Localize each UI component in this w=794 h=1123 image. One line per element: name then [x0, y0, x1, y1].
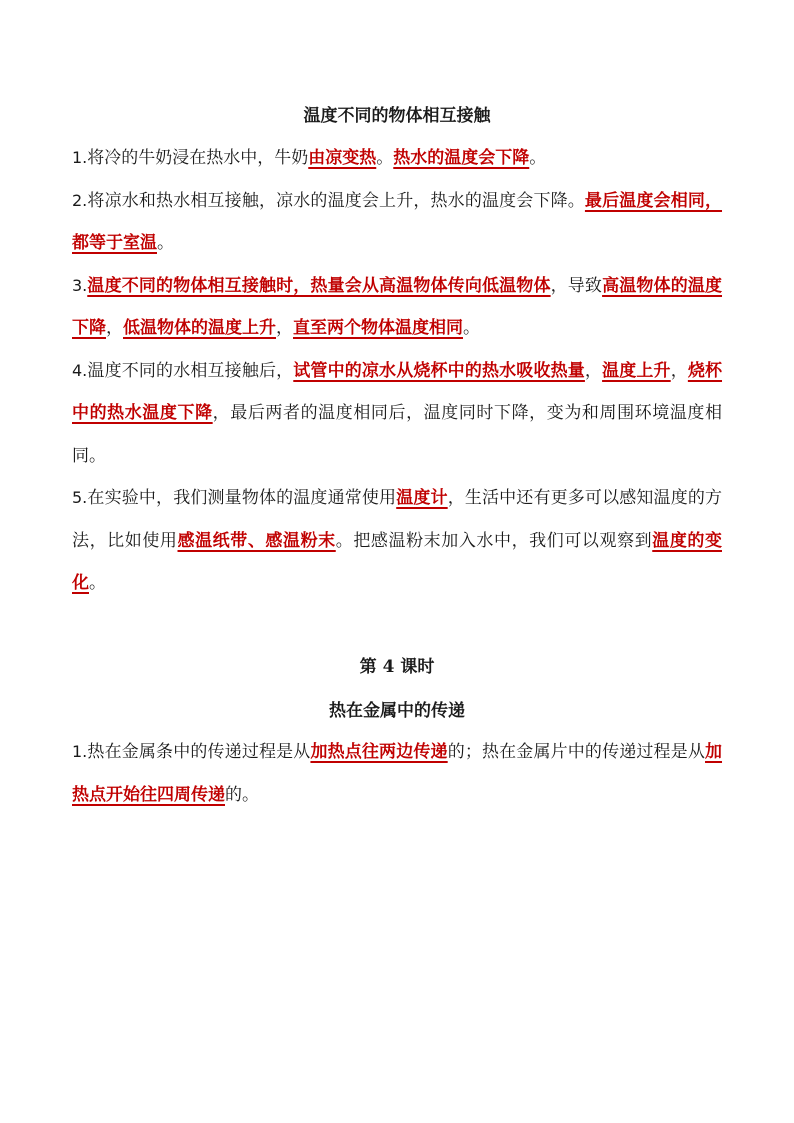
paragraph-text: 。 [157, 233, 174, 253]
paragraph-text: 热在金属条中的传递过程是从 [87, 742, 311, 762]
paragraph-text: 。把感温粉末加入水中，我们可以观察到 [335, 530, 653, 551]
highlighted-answer: 温度的变化 [72, 530, 722, 593]
highlighted-answer: 直至两个物体温度相同 [293, 318, 463, 338]
paragraph-3 [72, 265, 722, 350]
highlighted-answer: 温度不同的物体相互接触时，热量会从高温物体传向低温物体 [87, 275, 551, 296]
paragraph-text: 的；热在金属片中的传递过程是从 [447, 742, 706, 762]
item-number: 2. [72, 190, 88, 210]
paragraph-text: 将凉水和热水相互接触，凉水的温度会上升，热水的温度会下降。 [87, 190, 585, 211]
paragraph-text: ，最后两者的温度相同后，温度同时下降，变为和周围环境温度相同。 [72, 403, 723, 466]
paragraph-4 [72, 350, 722, 478]
highlighted-answer: 低温物体的温度上升 [123, 318, 276, 338]
item-number: 5. [72, 488, 88, 507]
section-body-heat-in-metal [72, 731, 722, 816]
item-number: 1. [72, 742, 88, 761]
lesson-number: 第 4 课时 [359, 657, 435, 677]
paragraph-text: 。 [89, 573, 106, 593]
paragraph-text: 。 [529, 148, 547, 168]
highlighted-answer: 加热点往两边传递 [310, 742, 448, 762]
paragraph-text: 。 [376, 148, 394, 168]
highlighted-answer: 热水的温度会下降 [393, 148, 530, 168]
paragraph-text: 在实验中，我们测量物体的温度通常使用 [87, 488, 397, 508]
item-number: 4. [72, 360, 88, 380]
section-body-thermal-contact [72, 137, 722, 605]
paragraph-text: ， [276, 318, 293, 338]
paragraph-2 [72, 180, 722, 265]
paragraph-1 [72, 137, 722, 180]
paragraph-5 [72, 477, 722, 605]
paragraph-text: ， [106, 318, 123, 338]
paragraph-text: 温度不同的水相互接触后， [87, 360, 294, 381]
highlighted-answer: 温度上升 [602, 360, 671, 381]
item-number: 3. [72, 275, 88, 295]
paragraph-text: ，导致 [550, 275, 603, 296]
section-title-heat-in-metal: 热在金属中的传递 [329, 701, 465, 721]
highlighted-answer: 高温物体的温度下降 [72, 275, 723, 338]
paragraph-text: 的。 [225, 784, 259, 805]
section-title-thermal-contact: 温度不同的物体相互接触 [303, 106, 491, 126]
paragraph-text: ，生活中还有更多可以感知温度的方法，比如使用 [72, 488, 723, 551]
highlighted-answer: 试管中的凉水从烧杯中的热水吸收热量 [293, 360, 585, 381]
item-number: 1. [72, 148, 88, 167]
paragraph-text: 。 [463, 318, 480, 338]
highlighted-answer: 烧杯中的热水温度下降 [72, 360, 723, 423]
highlighted-answer: 感温纸带、感温粉末 [177, 530, 336, 551]
paragraph-text: ， [670, 360, 688, 381]
highlighted-answer: 由凉变热 [308, 148, 377, 168]
paragraph-text: 将冷的牛奶浸在热水中，牛奶 [87, 148, 309, 168]
paragraph-metal-1 [72, 731, 722, 816]
highlighted-answer: 温度计 [396, 488, 448, 508]
highlighted-answer: 最后温度会相同，都等于室温 [72, 190, 723, 253]
highlighted-answer: 加热点开始往四周传递 [72, 742, 723, 805]
paragraph-text: ， [584, 360, 603, 381]
